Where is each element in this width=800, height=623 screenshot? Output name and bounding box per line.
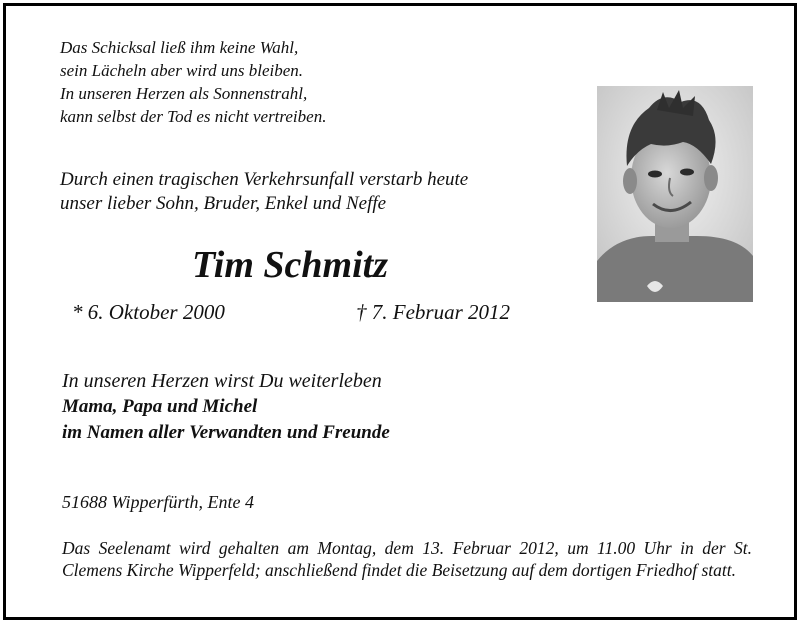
deceased-name: Tim Schmitz xyxy=(192,244,389,286)
poem xyxy=(60,36,326,128)
poem-line: Das Schicksal ließ ihm keine Wahl, xyxy=(60,38,299,57)
relatives-signature: im Namen aller Verwandten und Freunde xyxy=(62,422,390,443)
announcement-line: unser lieber Sohn, Bruder, Enkel und Neffe xyxy=(60,193,387,214)
family-address: 51688 Wipperfürth, Ente 4 xyxy=(62,492,254,512)
poem-line: In unseren Herzen als Sonnenstrahl, xyxy=(60,84,308,103)
obituary-notice xyxy=(3,3,797,620)
death-date: † 7. Februar 2012 xyxy=(356,300,510,324)
poem-line: sein Lächeln aber wird uns bleiben. xyxy=(60,61,304,80)
poem-line: kann selbst der Tod es nicht vertreiben. xyxy=(60,107,327,126)
announcement xyxy=(60,168,468,216)
family-signature: Mama, Papa und Michel xyxy=(62,396,258,417)
closing-block xyxy=(62,368,390,446)
birth-date: * 6. Oktober 2000 xyxy=(72,300,225,324)
closing-line: In unseren Herzen wirst Du weiterleben xyxy=(62,370,382,392)
announcement-line: Durch einen tragischen Verkehrsunfall verstarb heute xyxy=(60,169,469,190)
service-notice: Das Seelenamt wird gehalten am Montag, dem 13. Februar 2012, um 11.00 Uhr in der St. Clemens Kirche Wipperfeld; anschließend findet die Beisetzung auf dem dortigen Friedhof statt. xyxy=(62,538,752,580)
portrait-photo xyxy=(597,86,753,302)
